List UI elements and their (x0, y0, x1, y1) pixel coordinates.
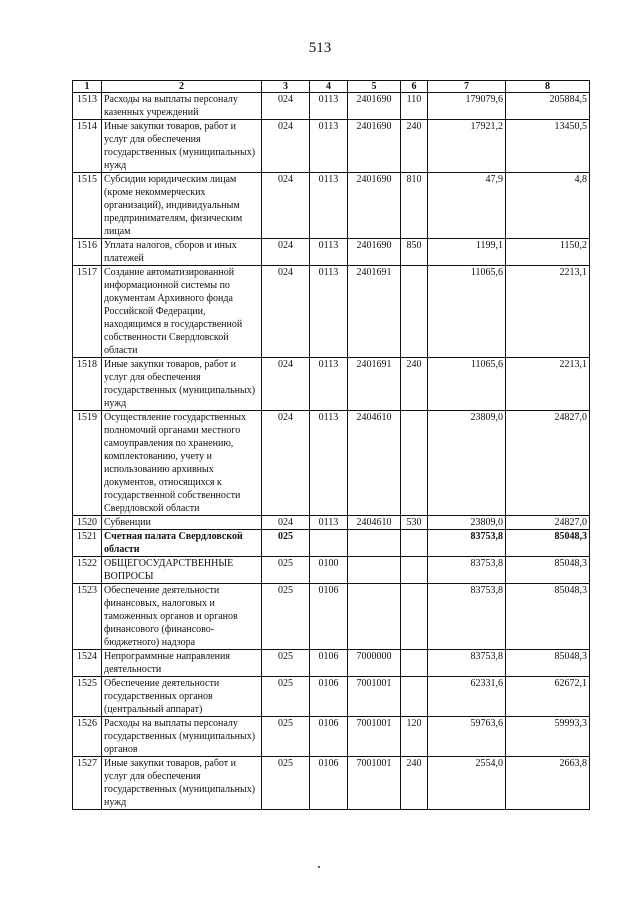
row-amount-year1-cell: 59763,6 (428, 717, 506, 757)
row-expense-type-cell (401, 677, 428, 717)
row-amount-year1-cell: 11065,6 (428, 358, 506, 411)
row-number-cell: 1526 (73, 717, 102, 757)
row-ministry-code-cell: 024 (262, 516, 310, 530)
table-row (73, 516, 590, 530)
table-row (73, 677, 590, 717)
row-amount-year1-cell: 47,9 (428, 173, 506, 239)
row-name-cell: Субвенции (102, 516, 262, 530)
row-section-code-cell: 0113 (310, 239, 348, 266)
row-section-code-cell: 0106 (310, 717, 348, 757)
row-amount-year1-cell: 11065,6 (428, 266, 506, 358)
table-row (73, 120, 590, 173)
table-row (73, 411, 590, 516)
row-expense-type-cell (401, 266, 428, 358)
row-name-cell: Субсидии юридическим лицам (кроме некоммерческих организаций), индивидуальным предпринимателям, физическим лицам (102, 173, 262, 239)
row-amount-year1-cell: 83753,8 (428, 557, 506, 584)
row-target-code-cell: 2401690 (348, 173, 401, 239)
row-section-code-cell: 0106 (310, 757, 348, 810)
row-ministry-code-cell: 025 (262, 584, 310, 650)
row-number-cell: 1521 (73, 530, 102, 557)
row-number-cell: 1519 (73, 411, 102, 516)
row-ministry-code-cell: 025 (262, 557, 310, 584)
table-header-row (73, 81, 590, 93)
table-row (73, 93, 590, 120)
row-target-code-cell: 7001001 (348, 717, 401, 757)
table-row (73, 717, 590, 757)
row-section-code-cell: 0113 (310, 358, 348, 411)
row-ministry-code-cell: 025 (262, 530, 310, 557)
table-row (73, 173, 590, 239)
header-col-6: 6 (401, 81, 428, 93)
table-body (73, 93, 590, 810)
row-amount-year1-cell: 17921,2 (428, 120, 506, 173)
row-section-code-cell: 0106 (310, 677, 348, 717)
header-col-7: 7 (428, 81, 506, 93)
row-number-cell: 1516 (73, 239, 102, 266)
row-number-cell: 1518 (73, 358, 102, 411)
row-amount-year2-cell: 2663,8 (506, 757, 590, 810)
row-expense-type-cell (401, 584, 428, 650)
header-col-8: 8 (506, 81, 590, 93)
row-expense-type-cell: 110 (401, 93, 428, 120)
row-ministry-code-cell: 024 (262, 120, 310, 173)
row-section-code-cell (310, 530, 348, 557)
table-row (73, 650, 590, 677)
row-amount-year2-cell: 1150,2 (506, 239, 590, 266)
row-name-cell: ОБЩЕГОСУДАРСТВЕННЫЕ ВОПРОСЫ (102, 557, 262, 584)
row-amount-year2-cell: 4,8 (506, 173, 590, 239)
table-row (73, 757, 590, 810)
row-amount-year2-cell: 2213,1 (506, 266, 590, 358)
row-expense-type-cell (401, 557, 428, 584)
row-amount-year2-cell: 62672,1 (506, 677, 590, 717)
row-target-code-cell: 7000000 (348, 650, 401, 677)
row-amount-year1-cell: 179079,6 (428, 93, 506, 120)
row-number-cell: 1524 (73, 650, 102, 677)
row-ministry-code-cell: 025 (262, 757, 310, 810)
row-target-code-cell: 7001001 (348, 677, 401, 717)
row-ministry-code-cell: 024 (262, 358, 310, 411)
row-target-code-cell: 7001001 (348, 757, 401, 810)
row-number-cell: 1514 (73, 120, 102, 173)
row-expense-type-cell: 240 (401, 358, 428, 411)
row-target-code-cell (348, 557, 401, 584)
row-name-cell: Создание автоматизированной информационной системы по документам Архивного фонда Российской Федерации, находящимся в государственной собственности Свердловской области (102, 266, 262, 358)
row-number-cell: 1523 (73, 584, 102, 650)
row-ministry-code-cell: 025 (262, 677, 310, 717)
row-number-cell: 1515 (73, 173, 102, 239)
row-expense-type-cell (401, 650, 428, 677)
row-section-code-cell: 0113 (310, 516, 348, 530)
row-amount-year1-cell: 83753,8 (428, 530, 506, 557)
row-section-code-cell: 0113 (310, 120, 348, 173)
row-target-code-cell (348, 584, 401, 650)
row-target-code-cell: 2401690 (348, 239, 401, 266)
row-amount-year2-cell: 59993,3 (506, 717, 590, 757)
row-name-cell: Непрограммные направления деятельности (102, 650, 262, 677)
row-amount-year2-cell: 85048,3 (506, 584, 590, 650)
row-expense-type-cell: 240 (401, 757, 428, 810)
row-number-cell: 1517 (73, 266, 102, 358)
row-section-code-cell: 0113 (310, 411, 348, 516)
row-name-cell: Иные закупки товаров, работ и услуг для обеспечения государственных (муниципальных) нужд (102, 120, 262, 173)
row-amount-year2-cell: 13450,5 (506, 120, 590, 173)
header-col-1: 1 (73, 81, 102, 93)
row-section-code-cell: 0100 (310, 557, 348, 584)
header-col-4: 4 (310, 81, 348, 93)
table-row (73, 530, 590, 557)
row-name-cell: Иные закупки товаров, работ и услуг для обеспечения государственных (муниципальных) нужд (102, 757, 262, 810)
table-row (73, 266, 590, 358)
row-name-cell: Обеспечение деятельности государственных органов (центральный аппарат) (102, 677, 262, 717)
table-row (73, 584, 590, 650)
row-section-code-cell: 0113 (310, 266, 348, 358)
row-number-cell: 1527 (73, 757, 102, 810)
row-ministry-code-cell: 024 (262, 266, 310, 358)
header-col-5: 5 (348, 81, 401, 93)
row-amount-year1-cell: 23809,0 (428, 516, 506, 530)
row-name-cell: Иные закупки товаров, работ и услуг для обеспечения государственных (муниципальных) нужд (102, 358, 262, 411)
row-name-cell: Счетная палата Свердловской области (102, 530, 262, 557)
row-section-code-cell: 0106 (310, 584, 348, 650)
row-ministry-code-cell: 024 (262, 411, 310, 516)
row-amount-year1-cell: 23809,0 (428, 411, 506, 516)
row-target-code-cell: 2404610 (348, 411, 401, 516)
row-name-cell: Расходы на выплаты персоналу казенных учреждений (102, 93, 262, 120)
row-section-code-cell: 0113 (310, 93, 348, 120)
row-amount-year1-cell: 2554,0 (428, 757, 506, 810)
row-ministry-code-cell: 024 (262, 239, 310, 266)
header-col-3: 3 (262, 81, 310, 93)
row-amount-year1-cell: 1199,1 (428, 239, 506, 266)
table-row (73, 557, 590, 584)
row-number-cell: 1513 (73, 93, 102, 120)
header-col-2: 2 (102, 81, 262, 93)
row-amount-year1-cell: 83753,8 (428, 584, 506, 650)
row-amount-year2-cell: 85048,3 (506, 530, 590, 557)
table-row (73, 239, 590, 266)
row-ministry-code-cell: 025 (262, 717, 310, 757)
row-amount-year2-cell: 205884,5 (506, 93, 590, 120)
row-amount-year2-cell: 24827,0 (506, 411, 590, 516)
row-amount-year1-cell: 62331,6 (428, 677, 506, 717)
row-target-code-cell: 2401690 (348, 93, 401, 120)
row-name-cell: Осуществление государственных полномочий органами местного самоуправления по хранению, комплектованию, учету и использованию архивных документов, относящихся к государственной собственности Свердловской области (102, 411, 262, 516)
row-amount-year1-cell: 83753,8 (428, 650, 506, 677)
table-row (73, 358, 590, 411)
row-section-code-cell: 0106 (310, 650, 348, 677)
row-ministry-code-cell: 024 (262, 93, 310, 120)
row-target-code-cell: 2401691 (348, 358, 401, 411)
row-expense-type-cell (401, 530, 428, 557)
row-ministry-code-cell: 024 (262, 173, 310, 239)
scan-dot (318, 866, 320, 868)
row-name-cell: Обеспечение деятельности финансовых, налоговых и таможенных органов и органов финансового (финансово-бюджетного) надзора (102, 584, 262, 650)
row-expense-type-cell: 850 (401, 239, 428, 266)
row-target-code-cell: 2401691 (348, 266, 401, 358)
row-target-code-cell: 2401690 (348, 120, 401, 173)
page-number: 513 (308, 40, 332, 56)
row-expense-type-cell: 240 (401, 120, 428, 173)
row-amount-year2-cell: 2213,1 (506, 358, 590, 411)
row-expense-type-cell: 530 (401, 516, 428, 530)
row-name-cell: Расходы на выплаты персоналу государственных (муниципальных) органов (102, 717, 262, 757)
row-expense-type-cell: 120 (401, 717, 428, 757)
row-amount-year2-cell: 85048,3 (506, 557, 590, 584)
row-target-code-cell (348, 530, 401, 557)
budget-table (72, 80, 590, 810)
row-number-cell: 1520 (73, 516, 102, 530)
row-amount-year2-cell: 24827,0 (506, 516, 590, 530)
row-number-cell: 1522 (73, 557, 102, 584)
row-number-cell: 1525 (73, 677, 102, 717)
row-expense-type-cell (401, 411, 428, 516)
row-section-code-cell: 0113 (310, 173, 348, 239)
row-name-cell: Уплата налогов, сборов и иных платежей (102, 239, 262, 266)
row-target-code-cell: 2404610 (348, 516, 401, 530)
row-expense-type-cell: 810 (401, 173, 428, 239)
row-ministry-code-cell: 025 (262, 650, 310, 677)
row-amount-year2-cell: 85048,3 (506, 650, 590, 677)
